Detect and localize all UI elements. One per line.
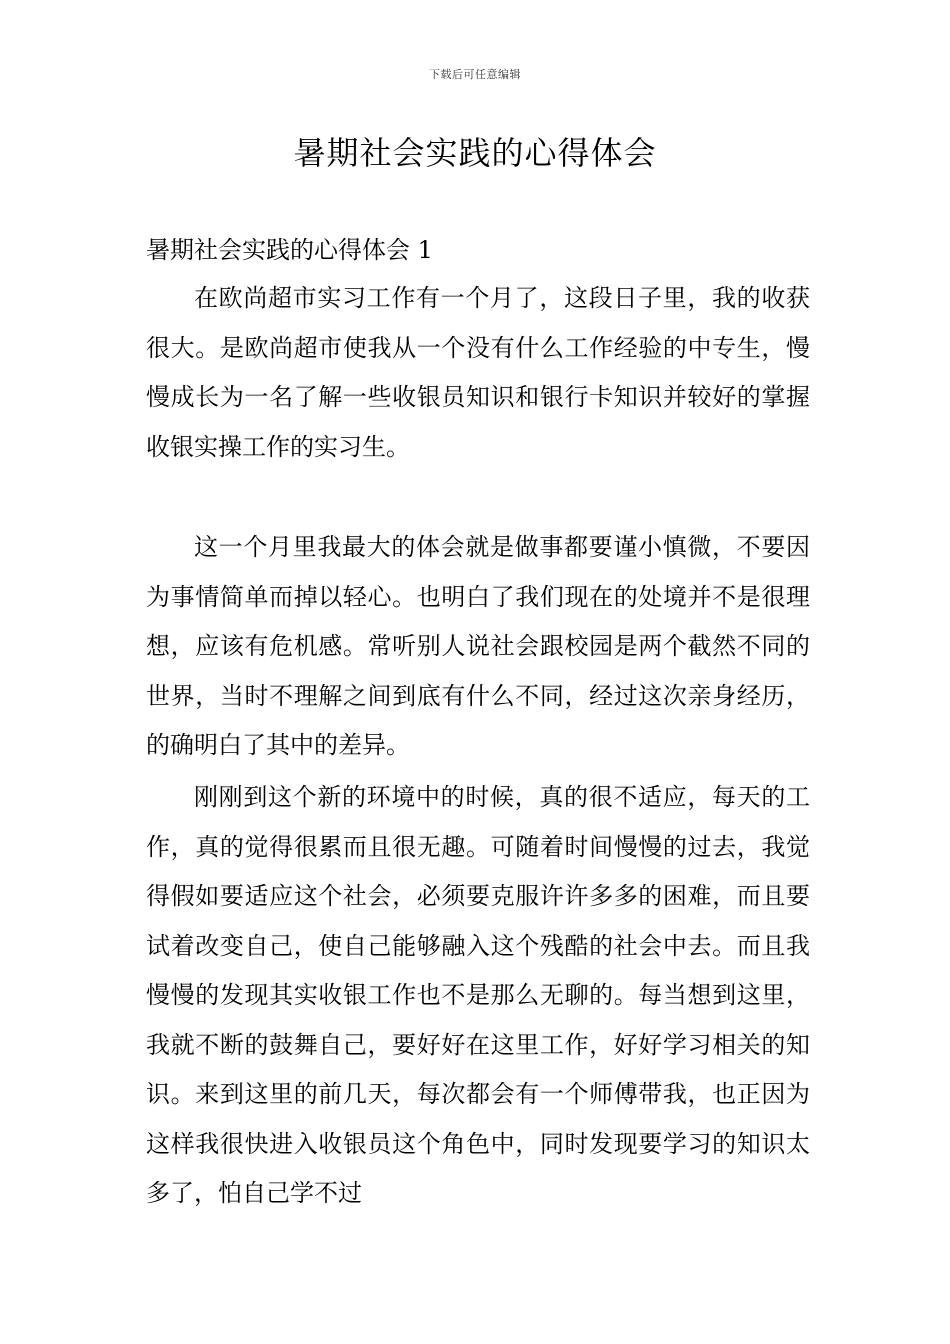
body-paragraph-1 (146, 274, 810, 472)
document-title: 暑期社会实践的心得体会 (293, 134, 657, 172)
body-paragraph-3 (146, 773, 810, 1219)
paragraph-text: 这一个月里我最大的体会就是做事都要谨小慎微，不要因为事情简单而掉以轻心。也明白了我们现在的处境并不是很理想，应该有危机感。常听别人说社会跟校园是两个截然不同的世界，当时不理解之间到底有什么不同，经过这次亲身经历，的确明白了其中的差异。 (146, 533, 810, 759)
paragraph-text: 在欧尚超市实习工作有一个月了，这段日子里，我的收获很大。是欧尚超市使我从一个没有什么工作经验的中专生，慢慢成长为一名了解一些收银员知识和银行卡知识并较好的掌握收银实操工作的实习生。 (146, 284, 810, 461)
header-note: 下载后可任意编辑 (429, 68, 521, 81)
body-paragraph-2 (146, 523, 810, 771)
paragraph-text: 刚刚到这个新的环境中的时候，真的很不适应，每天的工作，真的觉得很累而且很无趣。可随着时间慢慢的过去，我觉得假如要适应这个社会，必须要克服许许多多的困难，而且要试着改变自己，使自己能够融入这个残酷的社会中去。而且我慢慢的发现其实收银工作也不是那么无聊的。每当想到这里，我就不断的鼓舞自己，要好好在这里工作，好好学习相关的知识。来到这里的前几天，每次都会有一个师傅带我，也正因为这样我很快进入收银员这个角色中，同时发现要学习的知识太多了，怕自己学不过 (146, 783, 810, 1207)
section-subheading: 暑期社会实践的心得体会 1 (146, 236, 433, 264)
